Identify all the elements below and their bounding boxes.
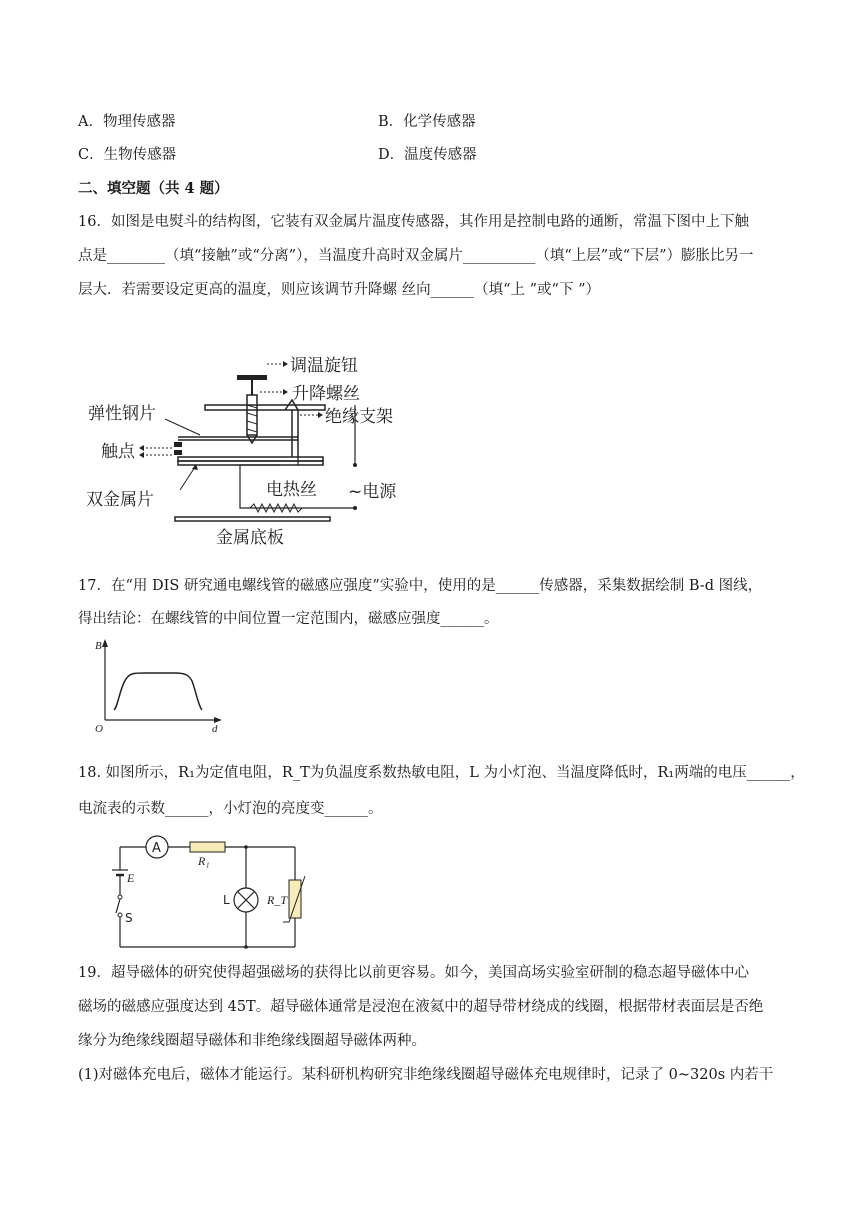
thermistor-rt [289,880,301,918]
option-d: D．温度传感器 [378,147,477,163]
q19-line-3: 缘分为绝缘线圈超导磁体和非绝缘线圈超导磁体两种。 [78,1033,426,1049]
label-bimetal: 双金属片 [86,490,154,510]
rt-label: R_T [267,893,288,907]
y-axis-label: B [95,640,102,652]
q18-line-2: 电流表的示数______，小灯泡的亮度变______。 [78,801,383,817]
q16-line-1: 16．如图是电熨斗的结构图，它装有双金属片温度传感器，其作用是控制电路的通断，常温下图中上下触 [78,214,749,230]
q16-line-2: 点是________（填“接触”或“分离”），当温度升高时双金属片__________（填“上层”或“下层”）膨胀比另一 [78,248,754,264]
metal-base-plate [175,517,330,521]
label-contact: 触点 [101,442,135,462]
option-c: C．生物传感器 [78,147,177,163]
label-knob: 调温旋钮 [290,356,358,376]
label-base: 金属底板 [216,528,284,548]
q18-line-1: 18. 如图所示，R₁为定值电阻，R_T为负温度系数热敏电阻，L 为小灯泡、当温度降低时，R₁两端的电压______， [78,765,805,781]
upper-contact [174,442,182,447]
lower-contact [174,450,182,455]
switch [118,895,122,899]
section-title: 二、填空题（共 4 题） [78,180,229,197]
q19-line-2: 磁场的磁感应强度达到 45T。超导磁体通常是浸泡在液氦中的超导带材绕成的线圈，根据带材表面层是否绝 [78,999,764,1015]
b-d-curve [114,673,202,710]
b-d-graph [90,635,230,740]
r1-label: R₁ [198,854,210,868]
option-b: B．化学传感器 [378,114,476,130]
switch-label: S [125,911,133,925]
q16-line-3: 层大．若需要设定更高的温度，则应该调节升降螺 丝向______（填“上 ”或“下 ”） [78,282,600,298]
label-screw: 升降螺丝 [292,384,360,404]
option-a: A．物理传感器 [78,114,176,130]
resistor-r1 [190,842,225,852]
battery-label: E [127,871,135,885]
insulating-bracket [205,405,325,410]
q19-line-4: (1)对磁体充电后，磁体才能运行。某科研机构研究非绝缘线圈超导磁体充电规律时，记录了 0~320s 内若干 [78,1067,774,1083]
x-axis-label: d [212,723,218,735]
knob-cap [237,375,267,380]
label-bracket: 绝缘支架 [325,407,393,427]
q17-line-2: 得出结论：在螺线管的中间位置一定范围内，磁感应强度______。 [78,611,499,627]
iron-structure-diagram [70,345,430,555]
origin-label: O [95,723,103,735]
lamp-label: L [223,893,230,907]
circuit-diagram [105,830,310,955]
label-source: ~电源 [348,482,397,502]
label-heater: 电热丝 [266,480,317,500]
label-spring: 弹性钢片 [88,404,156,424]
ammeter-label: A [152,841,161,856]
q17-line-1: 17．在“用 DIS 研究通电螺线管的磁感应强度”实验中，使用的是______传感器，采集数据绘制 B-d 图线， [78,578,763,594]
q19-line-1: 19．超导磁体的研究使得超强磁场的获得比以前更容易。如今，美国高场实验室研制的稳态超导磁体中心 [78,965,749,981]
